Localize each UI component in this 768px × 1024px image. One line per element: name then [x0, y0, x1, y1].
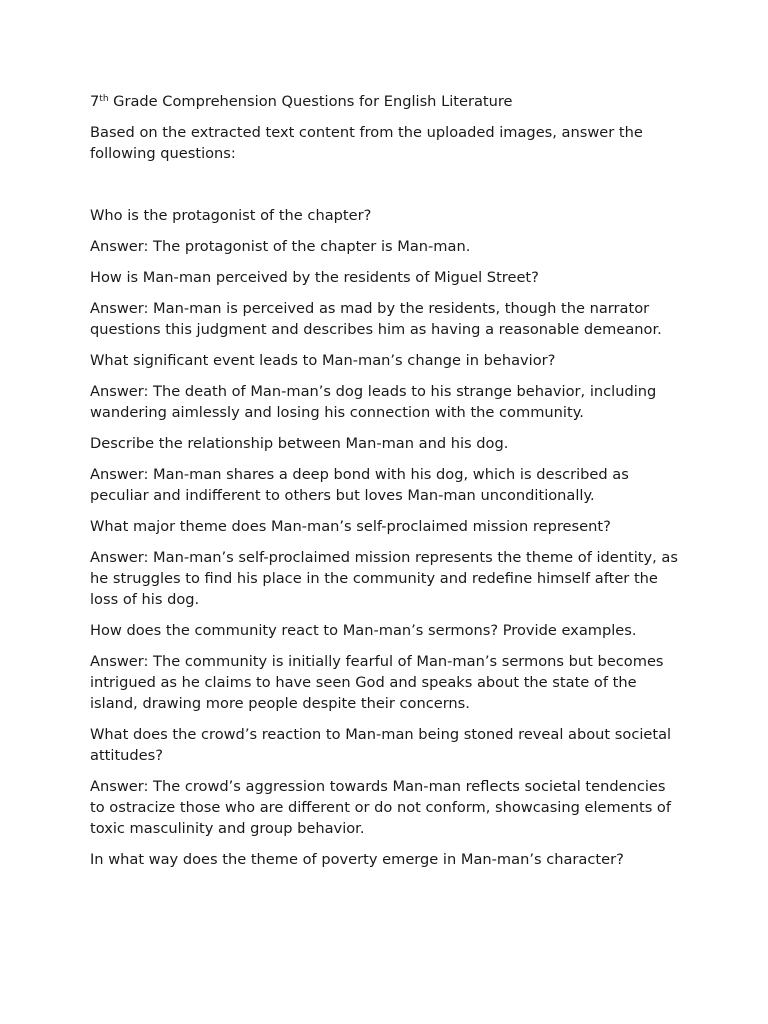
answer-4: Answer: Man-man shares a deep bond with his dog, which is described as peculiar and indifferent to others but loves Man-man unconditionally.: [90, 466, 629, 504]
question-7: What does the crowd’s reaction to Man-man being stoned reveal about societal attitudes?: [90, 726, 672, 764]
answer-6: Answer: The community is initially fearful of Man-man’s sermons but becomes intrigued as he claims to have seen God and speaks about the state of the island, drawing more people despite their concerns.: [90, 653, 664, 712]
document-page: [90, 91, 682, 880]
question-3: What significant event leads to Man-man’s change in behavior?: [90, 352, 556, 369]
grade-number: 7: [90, 93, 100, 110]
question-8: In what way does the theme of poverty emerge in Man-man’s character?: [90, 851, 624, 868]
question-list: [90, 205, 682, 870]
document-title: [90, 91, 682, 112]
question-2: How is Man-man perceived by the residents of Miguel Street?: [90, 269, 539, 286]
title-text: Grade Comprehension Questions for English Literature: [108, 93, 513, 110]
answer-1: Answer: The protagonist of the chapter is Man-man.: [90, 238, 471, 255]
question-1: Who is the protagonist of the chapter?: [90, 207, 372, 224]
grade-suffix: th: [99, 94, 109, 104]
answer-5: Answer: Man-man’s self-proclaimed mission represents the theme of identity, as he struggles to find his place in the community and redefine himself after the loss of his dog.: [90, 549, 678, 608]
question-6: How does the community react to Man-man’s sermons? Provide examples.: [90, 622, 637, 639]
intro-paragraph: Based on the extracted text content from the uploaded images, answer the following questions:: [90, 124, 643, 162]
answer-3: Answer: The death of Man-man’s dog leads to his strange behavior, including wandering aimlessly and losing his connection with the community.: [90, 383, 657, 421]
question-5: What major theme does Man-man’s self-proclaimed mission represent?: [90, 518, 611, 535]
answer-7: Answer: The crowd’s aggression towards Man-man reflects societal tendencies to ostracize those who are different or do not conform, showcasing elements of toxic masculinity and group behavior.: [90, 778, 671, 837]
answer-2: Answer: Man-man is perceived as mad by the residents, though the narrator questions this judgment and describes him as having a reasonable demeanor.: [90, 300, 662, 338]
question-4: Describe the relationship between Man-man and his dog.: [90, 435, 509, 452]
